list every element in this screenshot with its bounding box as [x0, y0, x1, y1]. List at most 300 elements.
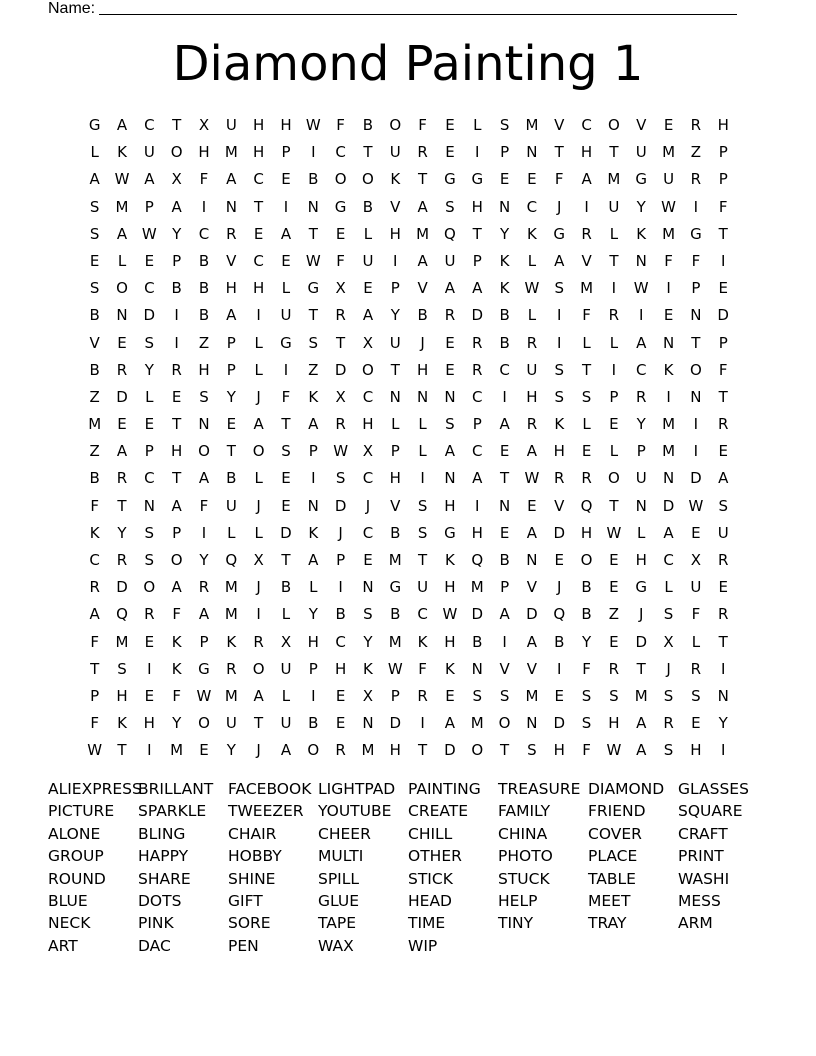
- grid-letter[interactable]: L: [117, 251, 127, 270]
- grid-letter[interactable]: L: [254, 523, 263, 542]
- grid-letter[interactable]: H: [690, 741, 702, 760]
- grid-letter[interactable]: T: [281, 415, 291, 434]
- grid-letter[interactable]: H: [444, 632, 456, 651]
- grid-letter[interactable]: H: [307, 632, 319, 651]
- grid-letter[interactable]: Y: [172, 224, 182, 243]
- grid-letter[interactable]: R: [116, 469, 128, 488]
- grid-letter[interactable]: Y: [636, 415, 646, 434]
- grid-letter[interactable]: T: [609, 496, 619, 515]
- grid-letter[interactable]: A: [444, 279, 456, 298]
- grid-letter[interactable]: O: [689, 360, 702, 379]
- grid-letter[interactable]: M: [224, 143, 238, 162]
- grid-letter[interactable]: F: [582, 659, 591, 678]
- grid-letter[interactable]: Y: [636, 197, 646, 216]
- grid-letter[interactable]: W: [333, 442, 349, 461]
- grid-letter[interactable]: O: [198, 714, 210, 733]
- grid-letter[interactable]: I: [693, 197, 699, 216]
- grid-letter[interactable]: R: [581, 224, 592, 243]
- grid-letter[interactable]: U: [526, 360, 538, 379]
- grid-letter[interactable]: L: [391, 415, 400, 434]
- grid-letter[interactable]: P: [172, 523, 182, 542]
- grid-letter[interactable]: K: [171, 632, 182, 651]
- grid-letter[interactable]: E: [445, 333, 455, 352]
- grid-letter[interactable]: L: [527, 251, 537, 270]
- grid-letter[interactable]: S: [89, 197, 100, 216]
- grid-letter[interactable]: L: [418, 442, 427, 461]
- grid-letter[interactable]: D: [116, 578, 128, 597]
- grid-letter[interactable]: B: [89, 469, 100, 488]
- grid-letter[interactable]: K: [445, 659, 455, 678]
- grid-letter[interactable]: S: [718, 496, 728, 515]
- grid-letter[interactable]: B: [417, 306, 428, 325]
- grid-letter[interactable]: C: [499, 360, 510, 379]
- grid-letter[interactable]: G: [635, 170, 648, 189]
- grid-letter[interactable]: E: [499, 523, 510, 542]
- grid-letter[interactable]: P: [390, 279, 400, 298]
- grid-letter[interactable]: K: [226, 632, 237, 651]
- grid-letter[interactable]: L: [609, 224, 619, 243]
- grid-letter[interactable]: E: [527, 170, 537, 189]
- grid-letter[interactable]: B: [308, 714, 319, 733]
- grid-letter[interactable]: M: [525, 116, 539, 134]
- grid-letter[interactable]: J: [557, 578, 562, 597]
- grid-letter[interactable]: M: [662, 143, 676, 162]
- grid-letter[interactable]: A: [663, 523, 674, 542]
- grid-letter[interactable]: N: [526, 551, 538, 569]
- grid-letter[interactable]: F: [664, 251, 673, 270]
- grid-letter[interactable]: E: [718, 279, 728, 298]
- grid-letter[interactable]: F: [691, 605, 701, 624]
- grid-letter[interactable]: T: [581, 360, 592, 379]
- grid-letter[interactable]: B: [499, 551, 510, 569]
- grid-letter[interactable]: X: [198, 116, 210, 134]
- grid-letter[interactable]: R: [417, 143, 428, 162]
- grid-letter[interactable]: H: [280, 116, 292, 134]
- grid-letter[interactable]: S: [144, 551, 155, 569]
- grid-letter[interactable]: D: [116, 387, 128, 406]
- grid-letter[interactable]: T: [254, 197, 264, 216]
- grid-letter[interactable]: D: [553, 523, 566, 542]
- grid-letter[interactable]: D: [444, 741, 456, 760]
- grid-letter[interactable]: S: [417, 523, 428, 542]
- grid-letter[interactable]: E: [445, 143, 455, 162]
- grid-letter[interactable]: J: [666, 659, 671, 678]
- grid-letter[interactable]: O: [498, 714, 511, 733]
- grid-letter[interactable]: C: [253, 251, 264, 270]
- grid-letter[interactable]: Y: [718, 714, 728, 733]
- grid-letter[interactable]: S: [499, 116, 510, 134]
- grid-letter[interactable]: E: [554, 551, 564, 569]
- grid-letter[interactable]: X: [171, 170, 182, 189]
- grid-letter[interactable]: C: [144, 116, 155, 134]
- grid-letter[interactable]: I: [666, 387, 671, 406]
- grid-letter[interactable]: M: [224, 686, 238, 705]
- grid-letter[interactable]: H: [553, 741, 565, 760]
- grid-letter[interactable]: Y: [581, 632, 592, 651]
- grid-letter[interactable]: S: [445, 197, 455, 216]
- grid-letter[interactable]: D: [690, 469, 702, 488]
- grid-letter[interactable]: E: [363, 551, 373, 569]
- grid-letter[interactable]: S: [363, 605, 373, 624]
- grid-letter[interactable]: A: [171, 197, 182, 216]
- grid-letter[interactable]: V: [89, 333, 100, 352]
- grid-letter[interactable]: T: [718, 387, 728, 406]
- grid-letter[interactable]: I: [338, 578, 343, 597]
- grid-letter[interactable]: S: [89, 224, 100, 243]
- grid-letter[interactable]: B: [280, 578, 292, 597]
- grid-letter[interactable]: V: [636, 116, 647, 134]
- grid-letter[interactable]: D: [280, 523, 292, 542]
- grid-letter[interactable]: P: [336, 551, 346, 569]
- grid-letter[interactable]: E: [144, 415, 155, 434]
- grid-letter[interactable]: W: [606, 523, 622, 542]
- grid-letter[interactable]: N: [116, 306, 128, 325]
- grid-letter[interactable]: H: [580, 143, 593, 162]
- grid-letter[interactable]: S: [554, 387, 564, 406]
- grid-letter[interactable]: T: [609, 143, 619, 162]
- grid-letter[interactable]: X: [253, 551, 264, 569]
- grid-letter[interactable]: T: [172, 116, 182, 134]
- grid-letter[interactable]: T: [390, 360, 400, 379]
- grid-letter[interactable]: G: [88, 116, 101, 134]
- grid-letter[interactable]: Y: [363, 632, 373, 651]
- grid-letter[interactable]: N: [526, 714, 538, 733]
- grid-letter[interactable]: C: [144, 279, 155, 298]
- grid-letter[interactable]: S: [581, 387, 592, 406]
- grid-letter[interactable]: A: [554, 251, 565, 270]
- grid-letter[interactable]: E: [335, 224, 346, 243]
- grid-letter[interactable]: I: [557, 659, 562, 678]
- grid-letter[interactable]: A: [444, 442, 456, 461]
- grid-letter[interactable]: S: [499, 686, 510, 705]
- grid-letter[interactable]: H: [116, 686, 128, 705]
- grid-letter[interactable]: B: [89, 306, 100, 325]
- grid-letter[interactable]: P: [390, 442, 400, 461]
- grid-letter[interactable]: B: [499, 306, 510, 325]
- grid-letter[interactable]: P: [718, 143, 728, 162]
- grid-letter[interactable]: D: [389, 714, 402, 733]
- grid-letter[interactable]: E: [281, 496, 291, 515]
- grid-letter[interactable]: M: [662, 224, 676, 243]
- grid-letter[interactable]: E: [144, 251, 155, 270]
- grid-letter[interactable]: A: [444, 714, 456, 733]
- grid-letter[interactable]: P: [172, 251, 182, 270]
- grid-letter[interactable]: C: [526, 197, 538, 216]
- grid-letter[interactable]: B: [581, 578, 592, 597]
- grid-letter[interactable]: M: [224, 605, 238, 624]
- grid-letter[interactable]: R: [253, 632, 264, 651]
- grid-letter[interactable]: C: [362, 387, 374, 406]
- grid-letter[interactable]: J: [256, 741, 261, 760]
- grid-letter[interactable]: A: [499, 605, 510, 624]
- grid-letter[interactable]: P: [226, 333, 236, 352]
- grid-letter[interactable]: I: [147, 659, 152, 678]
- grid-letter[interactable]: B: [554, 632, 565, 651]
- grid-letter[interactable]: L: [281, 686, 291, 705]
- grid-letter[interactable]: J: [365, 496, 371, 515]
- grid-letter[interactable]: B: [581, 605, 592, 624]
- grid-letter[interactable]: P: [691, 279, 701, 298]
- grid-letter[interactable]: A: [226, 170, 237, 189]
- grid-letter[interactable]: U: [225, 116, 237, 134]
- grid-letter[interactable]: D: [553, 714, 566, 733]
- grid-letter[interactable]: A: [417, 197, 428, 216]
- grid-letter[interactable]: O: [116, 279, 128, 298]
- grid-letter[interactable]: V: [526, 578, 538, 597]
- grid-letter[interactable]: M: [470, 714, 484, 733]
- grid-letter[interactable]: C: [472, 442, 483, 461]
- grid-letter[interactable]: K: [390, 170, 401, 189]
- grid-letter[interactable]: G: [198, 659, 210, 678]
- grid-letter[interactable]: L: [609, 442, 619, 461]
- grid-letter[interactable]: T: [172, 469, 182, 488]
- grid-letter[interactable]: P: [718, 333, 728, 352]
- grid-letter[interactable]: S: [663, 741, 674, 760]
- grid-letter[interactable]: Y: [226, 741, 236, 760]
- grid-letter[interactable]: A: [280, 741, 292, 760]
- grid-letter[interactable]: I: [174, 306, 179, 325]
- grid-letter[interactable]: L: [363, 224, 373, 243]
- grid-letter[interactable]: S: [527, 741, 537, 760]
- grid-letter[interactable]: W: [387, 659, 403, 678]
- grid-letter[interactable]: B: [472, 632, 483, 651]
- grid-letter[interactable]: R: [526, 333, 538, 352]
- grid-letter[interactable]: E: [335, 686, 346, 705]
- grid-letter[interactable]: W: [305, 251, 321, 270]
- grid-letter[interactable]: E: [89, 251, 100, 270]
- grid-letter[interactable]: N: [444, 387, 456, 406]
- grid-letter[interactable]: L: [145, 387, 154, 406]
- grid-letter[interactable]: Y: [199, 551, 209, 569]
- grid-letter[interactable]: A: [116, 442, 128, 461]
- grid-letter[interactable]: T: [172, 415, 182, 434]
- grid-letter[interactable]: P: [144, 197, 154, 216]
- grid-letter[interactable]: L: [281, 605, 291, 624]
- grid-letter[interactable]: W: [524, 279, 540, 298]
- grid-letter[interactable]: H: [635, 551, 647, 569]
- grid-letter[interactable]: H: [198, 143, 210, 162]
- grid-letter[interactable]: L: [637, 523, 646, 542]
- grid-letter[interactable]: H: [444, 496, 456, 515]
- grid-letter[interactable]: Y: [308, 605, 318, 624]
- grid-letter[interactable]: S: [445, 415, 455, 434]
- grid-letter[interactable]: Q: [471, 551, 484, 569]
- grid-letter[interactable]: F: [336, 251, 345, 270]
- grid-letter[interactable]: H: [444, 578, 456, 597]
- grid-letter[interactable]: E: [226, 415, 237, 434]
- grid-letter[interactable]: G: [280, 333, 292, 352]
- grid-letter[interactable]: P: [609, 387, 619, 406]
- grid-letter[interactable]: C: [417, 605, 428, 624]
- grid-letter[interactable]: O: [362, 170, 374, 189]
- grid-letter[interactable]: R: [608, 306, 620, 325]
- grid-letter[interactable]: R: [335, 415, 346, 434]
- grid-letter[interactable]: M: [662, 442, 676, 461]
- grid-letter[interactable]: K: [636, 224, 647, 243]
- grid-letter[interactable]: S: [581, 686, 592, 705]
- grid-letter[interactable]: M: [525, 686, 539, 705]
- grid-letter[interactable]: E: [445, 686, 455, 705]
- grid-letter[interactable]: R: [198, 578, 210, 597]
- grid-letter[interactable]: T: [281, 551, 291, 569]
- grid-letter[interactable]: F: [199, 496, 209, 515]
- grid-letter[interactable]: E: [691, 714, 701, 733]
- grid-letter[interactable]: Y: [226, 387, 236, 406]
- grid-letter[interactable]: F: [691, 251, 701, 270]
- grid-letter[interactable]: C: [635, 360, 647, 379]
- grid-letter[interactable]: A: [198, 469, 210, 488]
- grid-letter[interactable]: K: [663, 360, 674, 379]
- grid-letter[interactable]: I: [502, 632, 507, 651]
- grid-letter[interactable]: K: [89, 523, 100, 542]
- grid-letter[interactable]: I: [502, 387, 507, 406]
- grid-letter[interactable]: T: [636, 659, 646, 678]
- grid-letter[interactable]: S: [581, 714, 592, 733]
- grid-letter[interactable]: I: [420, 714, 425, 733]
- grid-letter[interactable]: L: [582, 415, 591, 434]
- grid-letter[interactable]: J: [639, 605, 644, 624]
- grid-letter[interactable]: F: [90, 714, 99, 733]
- grid-letter[interactable]: K: [308, 387, 319, 406]
- grid-letter[interactable]: N: [526, 143, 538, 162]
- grid-letter[interactable]: C: [144, 469, 155, 488]
- grid-letter[interactable]: F: [90, 496, 99, 515]
- grid-letter[interactable]: V: [554, 496, 565, 515]
- grid-letter[interactable]: G: [389, 578, 402, 597]
- grid-letter[interactable]: Q: [116, 605, 128, 624]
- grid-letter[interactable]: H: [580, 523, 593, 542]
- grid-letter[interactable]: N: [498, 197, 511, 216]
- grid-letter[interactable]: T: [308, 224, 318, 243]
- grid-letter[interactable]: I: [256, 306, 261, 325]
- grid-letter[interactable]: I: [611, 279, 617, 298]
- grid-letter[interactable]: I: [393, 251, 398, 270]
- grid-letter[interactable]: E: [253, 224, 264, 243]
- grid-letter[interactable]: R: [636, 387, 647, 406]
- grid-letter[interactable]: N: [143, 496, 155, 515]
- grid-letter[interactable]: B: [335, 605, 346, 624]
- grid-letter[interactable]: S: [472, 686, 483, 705]
- grid-letter[interactable]: L: [309, 578, 318, 597]
- grid-letter[interactable]: E: [144, 632, 155, 651]
- grid-letter[interactable]: E: [445, 116, 455, 134]
- grid-letter[interactable]: E: [445, 360, 455, 379]
- grid-letter[interactable]: H: [389, 469, 401, 488]
- grid-letter[interactable]: N: [635, 251, 647, 270]
- grid-letter[interactable]: K: [554, 415, 565, 434]
- grid-letter[interactable]: I: [720, 659, 726, 678]
- grid-letter[interactable]: M: [580, 279, 594, 298]
- grid-letter[interactable]: I: [720, 251, 726, 270]
- grid-letter[interactable]: B: [390, 523, 401, 542]
- grid-letter[interactable]: X: [362, 686, 374, 705]
- grid-letter[interactable]: N: [635, 496, 647, 515]
- grid-letter[interactable]: R: [444, 306, 456, 325]
- grid-letter[interactable]: E: [663, 306, 674, 325]
- grid-letter[interactable]: I: [611, 360, 617, 379]
- grid-letter[interactable]: F: [199, 170, 209, 189]
- grid-letter[interactable]: I: [557, 333, 562, 352]
- grid-letter[interactable]: H: [252, 279, 265, 298]
- grid-letter[interactable]: H: [252, 116, 265, 134]
- grid-letter[interactable]: N: [307, 197, 319, 216]
- grid-letter[interactable]: C: [472, 387, 483, 406]
- grid-letter[interactable]: E: [499, 170, 510, 189]
- grid-letter[interactable]: D: [471, 306, 484, 325]
- grid-letter[interactable]: Y: [500, 224, 510, 243]
- grid-letter[interactable]: N: [498, 496, 511, 515]
- grid-letter[interactable]: A: [718, 469, 729, 488]
- grid-letter[interactable]: S: [554, 279, 564, 298]
- grid-letter[interactable]: R: [717, 551, 729, 569]
- grid-letter[interactable]: S: [609, 686, 619, 705]
- grid-letter[interactable]: A: [171, 496, 182, 515]
- grid-letter[interactable]: U: [280, 714, 292, 733]
- grid-letter[interactable]: F: [281, 387, 291, 406]
- grid-letter[interactable]: T: [718, 632, 728, 651]
- grid-letter[interactable]: A: [308, 415, 319, 434]
- grid-letter[interactable]: A: [253, 686, 264, 705]
- grid-letter[interactable]: T: [363, 143, 373, 162]
- grid-letter[interactable]: O: [389, 116, 402, 134]
- grid-letter[interactable]: S: [417, 496, 428, 515]
- grid-letter[interactable]: E: [554, 686, 564, 705]
- grid-letter[interactable]: V: [581, 251, 592, 270]
- grid-letter[interactable]: E: [144, 686, 155, 705]
- grid-letter[interactable]: P: [718, 170, 728, 189]
- grid-letter[interactable]: N: [717, 686, 729, 705]
- grid-letter[interactable]: P: [308, 442, 318, 461]
- grid-letter[interactable]: N: [471, 659, 483, 678]
- grid-letter[interactable]: Y: [390, 306, 400, 325]
- grid-letter[interactable]: L: [254, 469, 263, 488]
- grid-letter[interactable]: E: [609, 551, 619, 569]
- grid-letter[interactable]: G: [334, 197, 347, 216]
- grid-letter[interactable]: B: [499, 333, 510, 352]
- grid-letter[interactable]: L: [90, 143, 99, 162]
- grid-letter[interactable]: E: [609, 632, 619, 651]
- grid-letter[interactable]: J: [338, 523, 343, 542]
- grid-letter[interactable]: M: [224, 578, 238, 597]
- grid-letter[interactable]: K: [308, 523, 319, 542]
- grid-letter[interactable]: S: [89, 279, 100, 298]
- grid-letter[interactable]: Y: [172, 714, 182, 733]
- grid-letter[interactable]: M: [170, 741, 184, 760]
- grid-letter[interactable]: R: [144, 605, 155, 624]
- grid-letter[interactable]: C: [253, 170, 264, 189]
- grid-letter[interactable]: O: [607, 469, 620, 488]
- grid-letter[interactable]: R: [226, 224, 237, 243]
- grid-letter[interactable]: A: [417, 251, 428, 270]
- grid-letter[interactable]: R: [608, 659, 620, 678]
- grid-letter[interactable]: E: [199, 741, 209, 760]
- grid-letter[interactable]: V: [526, 659, 538, 678]
- grid-letter[interactable]: C: [198, 224, 210, 243]
- grid-letter[interactable]: R: [472, 333, 483, 352]
- grid-letter[interactable]: K: [117, 714, 127, 733]
- grid-letter[interactable]: H: [471, 523, 483, 542]
- grid-letter[interactable]: F: [336, 116, 345, 134]
- grid-letter[interactable]: E: [117, 333, 127, 352]
- grid-letter[interactable]: I: [693, 442, 699, 461]
- grid-letter[interactable]: T: [500, 469, 510, 488]
- grid-letter[interactable]: A: [526, 523, 538, 542]
- grid-letter[interactable]: T: [117, 496, 127, 515]
- grid-letter[interactable]: H: [252, 143, 265, 162]
- grid-letter[interactable]: A: [198, 605, 210, 624]
- grid-letter[interactable]: T: [500, 741, 510, 760]
- grid-letter[interactable]: B: [198, 279, 210, 298]
